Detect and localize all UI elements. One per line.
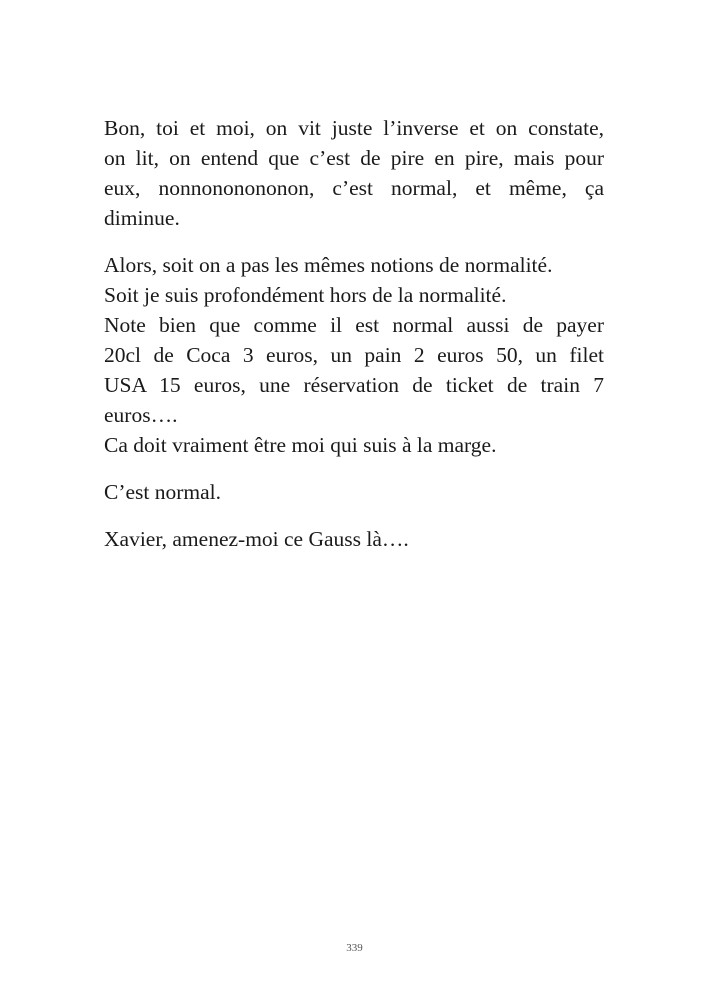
paragraph (104, 477, 604, 507)
text-line: USA 15 euros, une réservation de ticket de train 7 (104, 373, 604, 397)
paragraph (104, 113, 604, 233)
text-line: Xavier, amenez-moi ce Gauss là…. (104, 527, 409, 551)
text-line: Soit je suis profondément hors de la normalité. (104, 283, 507, 307)
page-number: 339 (346, 942, 363, 954)
paragraph (104, 524, 604, 554)
paragraph (104, 250, 604, 460)
text-line: C’est normal. (104, 480, 222, 504)
text-line: euros…. (104, 403, 178, 427)
text-line: Alors, soit on a pas les mêmes notions de normalité. (104, 253, 553, 277)
text-line: diminue. (104, 206, 180, 230)
text-line: Bon, toi et moi, on vit juste l’inverse et on constate, (104, 116, 604, 140)
text-line: Note bien que comme il est normal aussi de payer (104, 313, 604, 337)
text-line: Ca doit vraiment être moi qui suis à la marge. (104, 433, 497, 457)
text-line: 20cl de Coca 3 euros, un pain 2 euros 50, un filet (104, 343, 604, 367)
text-line: on lit, on entend que c’est de pire en pire, mais pour (104, 146, 604, 170)
page-body (104, 113, 604, 571)
text-line: eux, nonnononononon, c’est normal, et même, ça (104, 176, 604, 200)
